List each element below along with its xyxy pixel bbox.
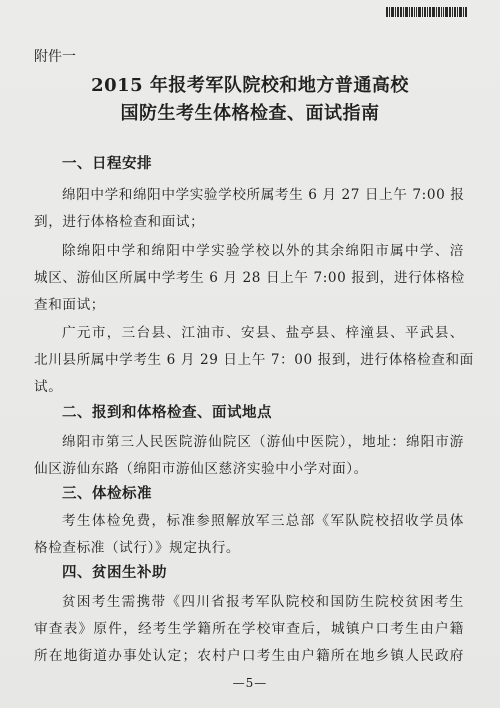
paragraph-line: 审查表》原件，经考生学籍所在学校审查后，城镇户口考生由户籍 <box>34 621 464 637</box>
page-title-line-1: 2015 年报考军队院校和地方普通高校 <box>91 75 409 96</box>
paragraph-line: 贫困考生需携带《四川省报考军队院校和国防生院校贫困考生 <box>62 594 464 610</box>
section-heading-location: 二、报到和体格检查、面试地点 <box>62 405 272 421</box>
paragraph-line: 试。 <box>34 379 63 395</box>
paragraph-line: 绵阳市第三人民医院游仙院区（游仙中医院），地址：绵阳市游 <box>62 434 464 450</box>
barcode-stamp <box>386 6 486 18</box>
paragraph-line: 城区、游仙区所属中学考生 6 月 28 日上午 7:00 报到，进行体格检 <box>34 270 465 286</box>
section-heading-schedule: 一、日程安排 <box>62 156 152 172</box>
paragraph-line: 北川县所属中学考生 6 月 29 日上午 7：00 报到，进行体格检查和面 <box>34 352 474 368</box>
paragraph-line: 格检查标准（试行）》规定执行。 <box>34 540 241 556</box>
paragraph-line: 绵阳中学和绵阳中学实验学校所属考生 6 月 27 日上午 7:00 报 <box>62 187 465 203</box>
section-heading-subsidy: 四、贫困生补助 <box>62 565 167 581</box>
paragraph-line: 到，进行体格检查和面试； <box>34 214 205 230</box>
section-heading-standard: 三、体检标准 <box>62 486 152 502</box>
page-number: —5— <box>232 676 268 690</box>
paragraph-line: 仙区游仙东路（绵阳市游仙区慈济实验中小学对面）。 <box>34 461 368 477</box>
paragraph-line: 查和面试； <box>34 297 105 313</box>
page-title-line-2: 国防生考生体格检查、面试指南 <box>120 103 380 124</box>
annex-label: 附件一 <box>34 49 76 65</box>
paragraph-line: 广元市，三台县、江油市、安县、盐亭县、梓潼县、平武县、 <box>62 325 464 341</box>
paragraph-line: 除绵阳中学和绵阳中学实验学校以外的其余绵阳市属中学、涪 <box>62 243 464 259</box>
paragraph-line: 所在地街道办事处认定；农村户口考生由户籍所在地乡镇人民政府 <box>34 648 464 664</box>
paragraph-line: 考生体检免费，标准参照解放军三总部《军队院校招收学员体 <box>62 513 464 529</box>
